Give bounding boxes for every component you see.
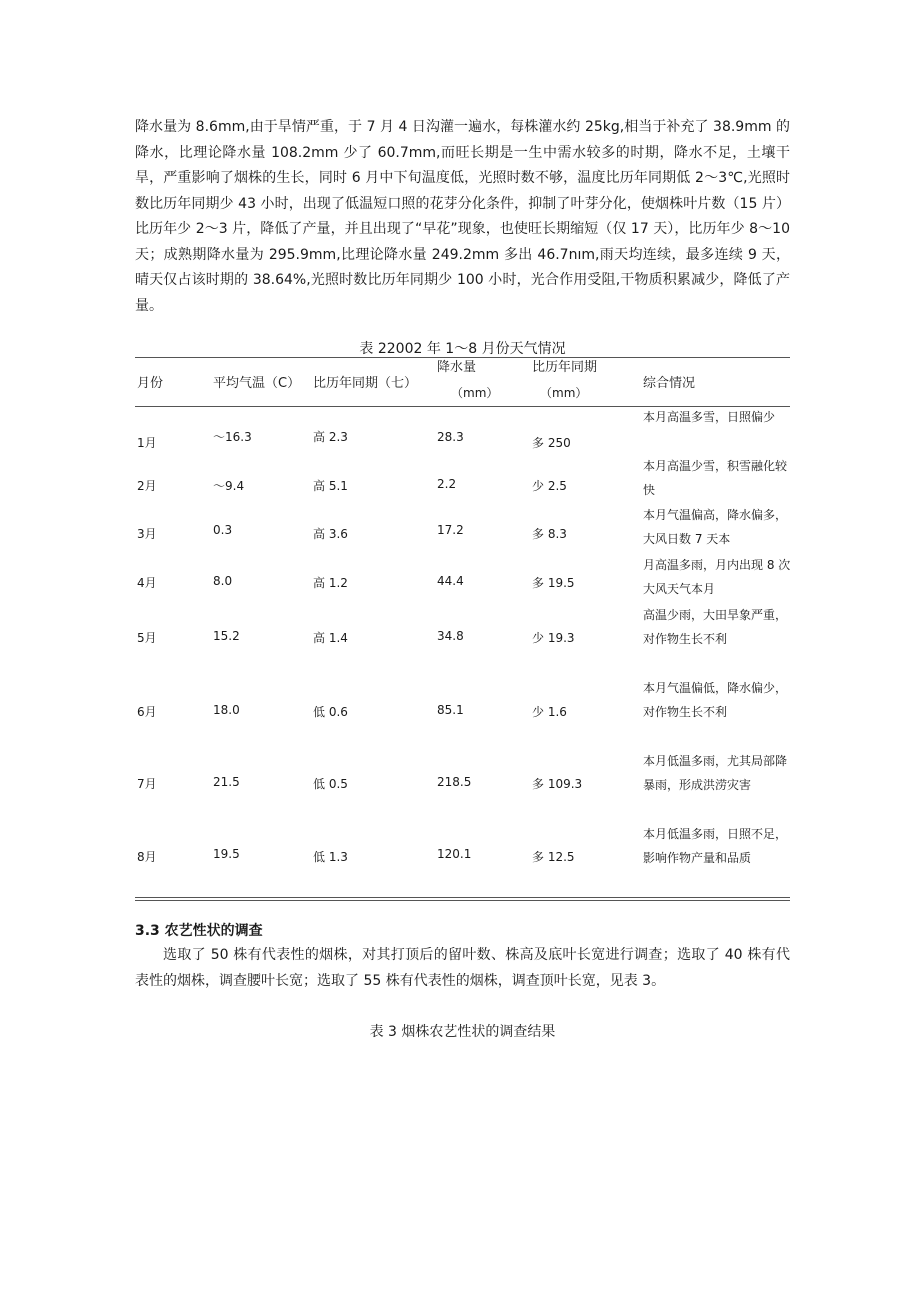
cell-rain-diff: 少 1.6 bbox=[532, 705, 567, 719]
cell-temp-diff: 低 0.6 bbox=[313, 705, 348, 719]
cell-temp-diff: 高 3.6 bbox=[313, 527, 348, 541]
header-rain-unit: （mm） bbox=[451, 386, 499, 400]
cell-avg-temp: 21.5 bbox=[213, 775, 240, 789]
cell-avg-temp: 8.0 bbox=[213, 574, 233, 588]
cell-rain-diff: 多 19.5 bbox=[532, 576, 575, 590]
header-rain-diff: 比历年同期 bbox=[532, 360, 598, 375]
cell-rain-diff: 多 8.3 bbox=[532, 527, 567, 541]
cell-rain: 85.1 bbox=[437, 703, 464, 717]
cell-month: 3月 bbox=[137, 527, 157, 541]
cell-rain: 218.5 bbox=[437, 775, 472, 789]
cell-summary: 月高温多雨，月内出现 8 次大风天气本月 bbox=[643, 558, 791, 596]
header-rain: 降水量 bbox=[437, 360, 477, 375]
cell-avg-temp: 0.3 bbox=[213, 523, 233, 537]
cell-summary: 本月高温少雪，积雪融化较快 bbox=[643, 459, 788, 497]
cell-month: 1月 bbox=[137, 436, 157, 450]
cell-rain: 2.2 bbox=[437, 477, 457, 491]
cell-month: 7月 bbox=[137, 777, 157, 791]
cell-rain-diff: 少 2.5 bbox=[532, 479, 567, 493]
cell-summary: 本月高温多雪，日照偏少 bbox=[643, 410, 776, 424]
table2-title: 表 22002 年 1～8 月份天气情况 bbox=[359, 341, 566, 357]
cell-rain-diff: 少 19.3 bbox=[532, 631, 575, 645]
cell-avg-temp: ～16.3 bbox=[213, 430, 252, 444]
section-paragraph: 选取了 50 株有代表性的烟株，对其打顶后的留叶数、株高及底叶长宽进行调查；选取了 40 株有代表性的烟株，调查腰叶长宽；选取了 55 株有代表性的烟株，调查顶叶长宽，见表 3。 bbox=[135, 947, 790, 989]
header-avg-temp: 平均气温（C） bbox=[213, 376, 301, 391]
cell-summary: 本月气温偏低，降水偏少，对作物生长不利 bbox=[643, 681, 788, 719]
header-rain-diff-unit: （mm） bbox=[540, 386, 588, 400]
header-summary: 综合情况 bbox=[643, 376, 696, 391]
table3-title: 表 3 烟株农艺性状的调查结果 bbox=[369, 1024, 556, 1040]
cell-summary: 本月低温多雨，日照不足，影响作物产量和品质 bbox=[643, 827, 788, 865]
cell-rain-diff: 多 109.3 bbox=[532, 777, 583, 791]
cell-month: 5月 bbox=[137, 631, 157, 645]
cell-temp-diff: 高 1.2 bbox=[313, 576, 348, 590]
cell-summary: 高温少雨，大田旱象严重，对作物生长不利 bbox=[643, 608, 788, 646]
cell-temp-diff: 低 0.5 bbox=[313, 777, 348, 791]
table-bottom-rule-2 bbox=[135, 900, 790, 901]
cell-month: 6月 bbox=[137, 705, 157, 719]
cell-rain: 34.8 bbox=[437, 629, 464, 643]
cell-temp-diff: 高 1.4 bbox=[313, 631, 348, 645]
section-heading: 3.3 农艺性状的调查 bbox=[135, 923, 263, 939]
cell-avg-temp: ～9.4 bbox=[213, 479, 245, 493]
cell-avg-temp: 18.0 bbox=[213, 703, 240, 717]
cell-avg-temp: 19.5 bbox=[213, 847, 240, 861]
header-temp-diff: 比历年同期（七） bbox=[313, 376, 418, 391]
cell-rain-diff: 多 250 bbox=[532, 436, 571, 450]
cell-temp-diff: 低 1.3 bbox=[313, 850, 348, 864]
table-bottom-rule bbox=[135, 897, 790, 898]
cell-rain: 44.4 bbox=[437, 574, 464, 588]
cell-avg-temp: 15.2 bbox=[213, 629, 240, 643]
cell-month: 2月 bbox=[137, 479, 157, 493]
cell-temp-diff: 高 2.3 bbox=[313, 430, 348, 444]
cell-month: 8月 bbox=[137, 850, 157, 864]
header-month: 月份 bbox=[137, 376, 164, 391]
cell-rain-diff: 多 12.5 bbox=[532, 850, 575, 864]
cell-month: 4月 bbox=[137, 576, 157, 590]
cell-rain: 17.2 bbox=[437, 523, 464, 537]
cell-rain: 28.3 bbox=[437, 430, 464, 444]
cell-temp-diff: 高 5.1 bbox=[313, 479, 348, 493]
intro-paragraph: 降水量为 8.6mm,由于旱情严重，于 7 月 4 日沟灌一遍水，每株灌水约 25kg,相当于补充了 38.9mm 的降水，比理论降水量 108.2mm 少了 60.7mm,而旺长期是一生中需水较多的时期，降水不足，土壤干旱，严重影响了烟株的生长，同时 6 月中下旬温度低，光照时数不够，温度比历年同期低 2～3℃,光照时数比历年同期少 43 小时，出现了低温短口照的花芽分化条件，抑制了叶芽分化，使烟株叶片数（15 片）比历年少 2～3 片，降低了产量，并且出现了“早花”现象，也使旺长期缩短（仅 17 天），比历年少 8～10 天；成熟期降水量为 295.9mm,比理论降水量 249.2mm 多出 46.7nım,雨天均连续，最多连续 9 天，晴天仅占该时期的 38.64%,光照时数比历年同期少 100 小时，光合作用受阻,干物质积累减少，降低了产量。 bbox=[135, 119, 790, 314]
cell-summary: 本月低温多雨，尤其局部降暴雨，形成洪涝灾害 bbox=[643, 754, 788, 792]
cell-summary: 本月气温偏高，降水偏多，大风日数 7 天本 bbox=[643, 508, 788, 546]
cell-rain: 120.1 bbox=[437, 847, 472, 861]
